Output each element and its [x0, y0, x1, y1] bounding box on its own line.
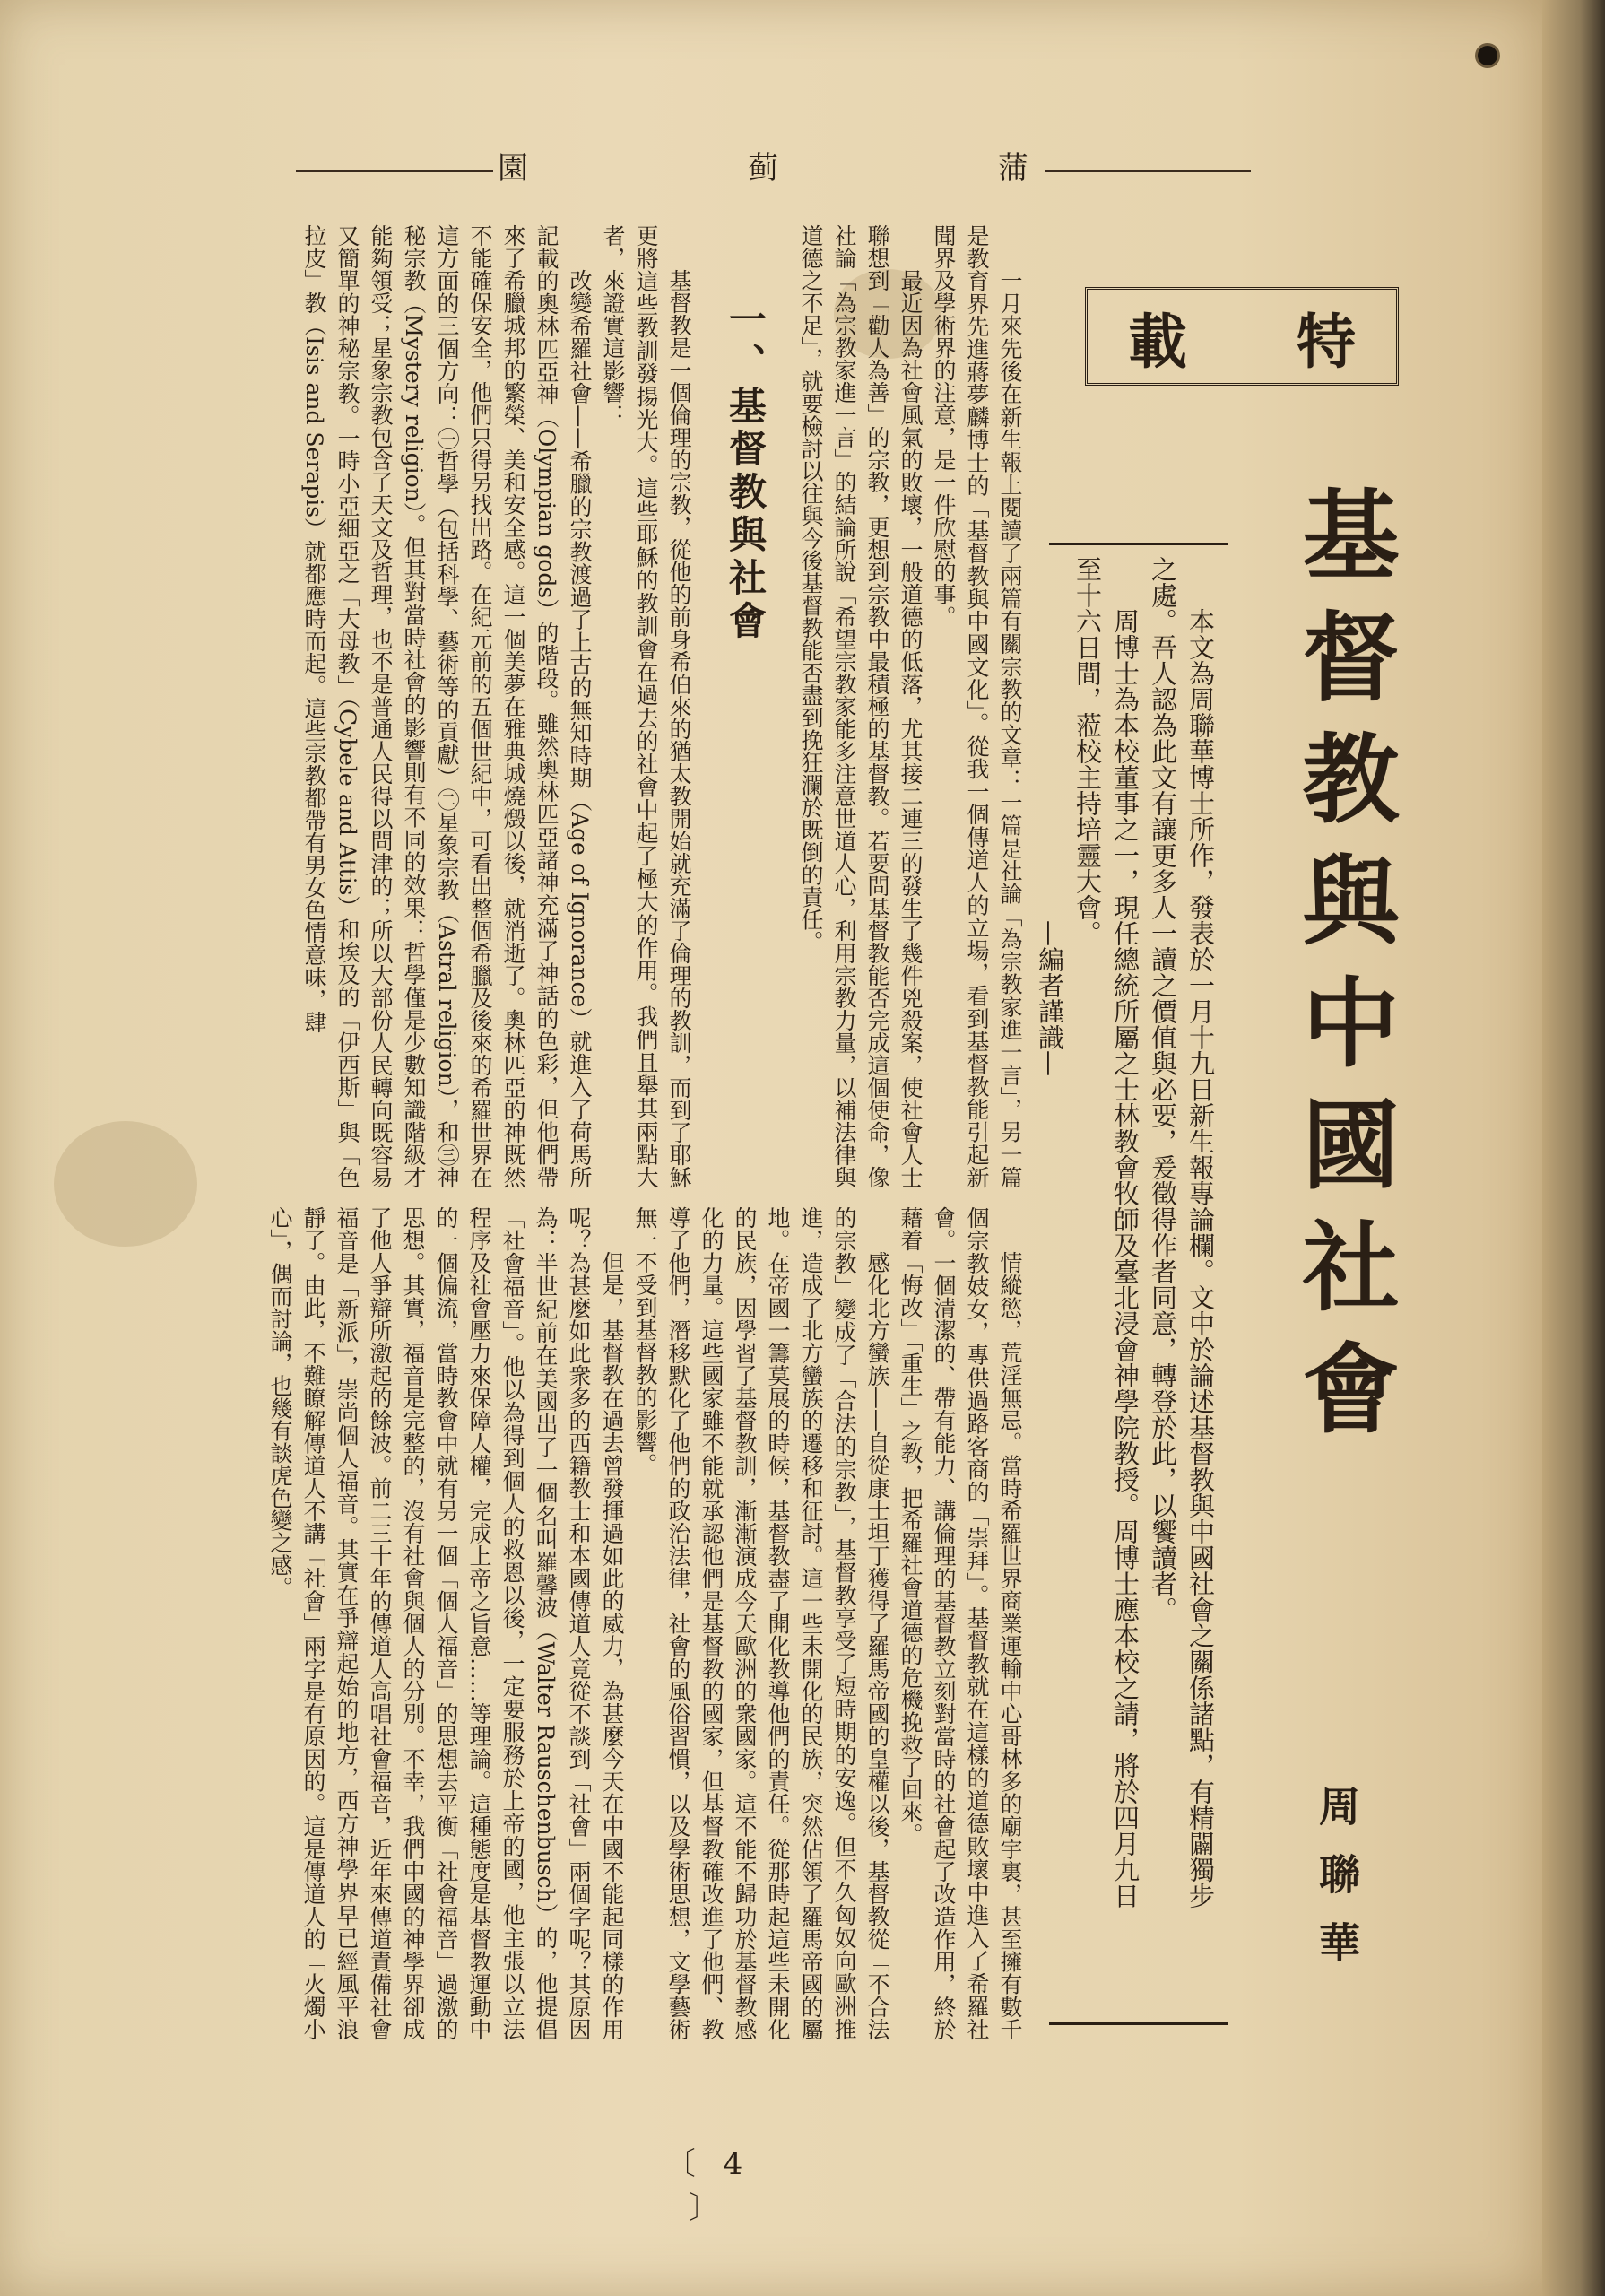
lower-text-block [49, 1206, 1027, 2040]
body-paragraph: 情縱慾，荒淫無忌。當時希羅世界商業運輸中心哥林多的廟宇裏，甚至擁有數千個宗教妓女，專供過路客商的「崇拜」。基督教就在這樣的道德敗壞中進入了希羅社會。一個清潔的、帶有能力、講倫理的基督教立刻對當時的社會起了改造作用，終於藉着「悔改」「重生」之教，把希羅社會道德的危機挽救了回來。 [898, 1206, 1023, 2040]
running-header [498, 144, 1036, 187]
body-paragraph: 但是，基督教在過去曾發揮過如此的威力，為甚麼今天在中國不能起同樣的作用呢？為甚麼如此衆多的西籍教士和本國傳道人竟從不談到「社會」兩個字呢？其原因為：半世紀前在美國出了一個名叫羅馨波（Walter Rauschenbusch）的，他提倡「社會福音」。他以為得到個人的救恩以後，一定要服務於上帝的國，他主張以立法程序及社會壓力來保障人權，完成上帝之旨意……等理論。這種態度是基督教運動中的一個偏流，當時教會中就有另一個「個人福音」的思想去平衡「社會福音」過激的思想。其實，福音是完整的，沒有社會與個人的分別。不幸，我們中國的神學界卻成了他人爭辯所激起的餘波。前二三十年的傳道人高唱社會福音，近年來傳道責備社會福音是「新派」，崇尚個人福音。其實在爭辯起始的地方，西方神學界早已經風平浪靜了。由此，不難瞭解傳道人不講「社會」兩字是有原因的。這是傳道人的「火燭小心」，偶而討論，也幾有談虎色變之感。 [267, 1206, 625, 2040]
body-paragraph: 感化北方蠻族——自從康士坦丁獲得了羅馬帝國的皇權以後，基督教從「不合法的宗教」變成了「合法的宗教」，基督教享受了短時期的安逸。但不久匈奴向歐洲推進，造成了北方蠻族的遷移和征討。這一些未開化的民族，突然佔領了羅馬帝國的屬地。在帝國一籌莫展的時候，基督教盡了開化教導他們的責任。從那時起這些未開化的民族，因學習了基督教訓，漸漸演成今天歐洲的衆國家。這不能不歸功於基督教感化的力量。這些國家雖不能就承認他們是基督教的國家，但基督教確改進了他們、教導了他們，潛移默化了他們的政治法律，社會的風俗習慣，以及學術思想，文學藝術無一不受到基督教的影響。 [632, 1206, 890, 2040]
editor-note [1036, 556, 1219, 1919]
header-rule-right [1045, 170, 1251, 172]
special-feature-box [1085, 287, 1399, 386]
special-char: 特 [1297, 306, 1356, 377]
header-char: 蒲 [998, 151, 1036, 187]
special-char: 載 [1128, 306, 1187, 377]
editor-note-paragraph: 本文為周聯華博士所作，發表於一月十九日新生報專論欄。文中於論述基督教與中國社會之關係諸點，有精闢獨步之處。吾人認為此文有讓更多人一讀之價值與必要，爰徵得作者同意，轉登於此，以饗讀者。 [1148, 556, 1216, 1909]
note-rule-bottom [1049, 2022, 1228, 2025]
article-title: 基督教與中國社會 [1286, 484, 1399, 1460]
note-rule-top [1049, 543, 1228, 545]
page-edge-shadow [1542, 0, 1605, 2296]
body-paragraph: 最近因為社會風氣的敗壞，一般道德的低落，尤其接二連三的發生了幾件兇殺案，使社會人士聯想到「勸人為善」的宗教，更想到宗教中最積極的基督教。若要問基督教能否完成這個使命，像社論「為宗教家進一言」的結論所說「希望宗教家能多注意世道人心，利用宗教力量，以補法律與道德之不足」，就要檢討以往與今後基督教能否盡到挽狂瀾於既倒的責任。 [798, 224, 924, 1188]
header-char: 園 [498, 151, 535, 187]
header-char: 蓟 [748, 151, 785, 187]
body-paragraph: 一月來先後在新生報上閱讀了兩篇有關宗教的文章：一篇是社論「為宗教家進一言」，另一篇是教育界先進蔣夢麟博士的「基督教與中國文化」。從我一個傳道人的立場，看到基督教能引起新聞界及學術界的注意，是一件欣慰的事。 [931, 224, 1023, 1188]
header-rule-left [296, 170, 493, 172]
section-heading: 一、基督教與社會 [724, 300, 768, 644]
upper-text-block [49, 224, 1027, 1188]
article-author: 周聯華 [1313, 1785, 1361, 1989]
body-paragraph: 改變希羅社會——希臘的宗教渡過了上古的無知時期（Age of Ignorance）就進入了荷馬所記載的奧林匹亞神（Olympian gods）的階段。雖然奧林匹亞諸神充滿了神話的色彩，但他們帶來了希臘城邦的繁榮、美和安全感。這一個美夢在雅典城燒燬以後，就消逝了。奧林匹亞的神既然不能確保安全，他們只得另找出路。在紀元前的五個世紀中，可看出整個希臘及後來的希羅世界在這方面的三個方向：㊀哲學（包括科學、藝術等的貢獻）㊁星象宗教（Astral religion），和㊂神秘宗教（Mystery religion）。但其對當時社會的影響則有不同的效果：哲學僅是少數知識階級才能夠領受；星象宗教包含了天文及哲理，也不是普通人民得以問津的；所以大部份人民轉向既容易又簡單的神秘宗教。一時小亞細亞之「大母教」（Cybele and Attis）和埃及的「伊西斯」與「色拉皮」教（Isis and Serapis）就都應時而起。這些宗教都帶有男女色情意味，肆 [301, 224, 593, 1188]
editor-note-signature: —編者謹識— [1035, 920, 1065, 1076]
binding-hole [1475, 43, 1500, 68]
page-number: 〔 4 〕 [664, 2146, 752, 2226]
editor-note-paragraph: 周博士為本校董事之一，現任總統所屬之士林教會牧師及臺北浸會神學院教授。周博士應本校之請，將於四月九日至十六日間，蒞校主持培靈大會。 [1072, 556, 1141, 1909]
body-paragraph: 基督教是一個倫理的宗教，從他的前身希伯來的猶太教開始就充滿了倫理的教訓，而到了耶穌更將這些教訓發揚光大。這些耶穌的教訓會在過去的社會中起了極大的作用。我們且舉其兩點大者，來證實這影響： [600, 224, 692, 1188]
